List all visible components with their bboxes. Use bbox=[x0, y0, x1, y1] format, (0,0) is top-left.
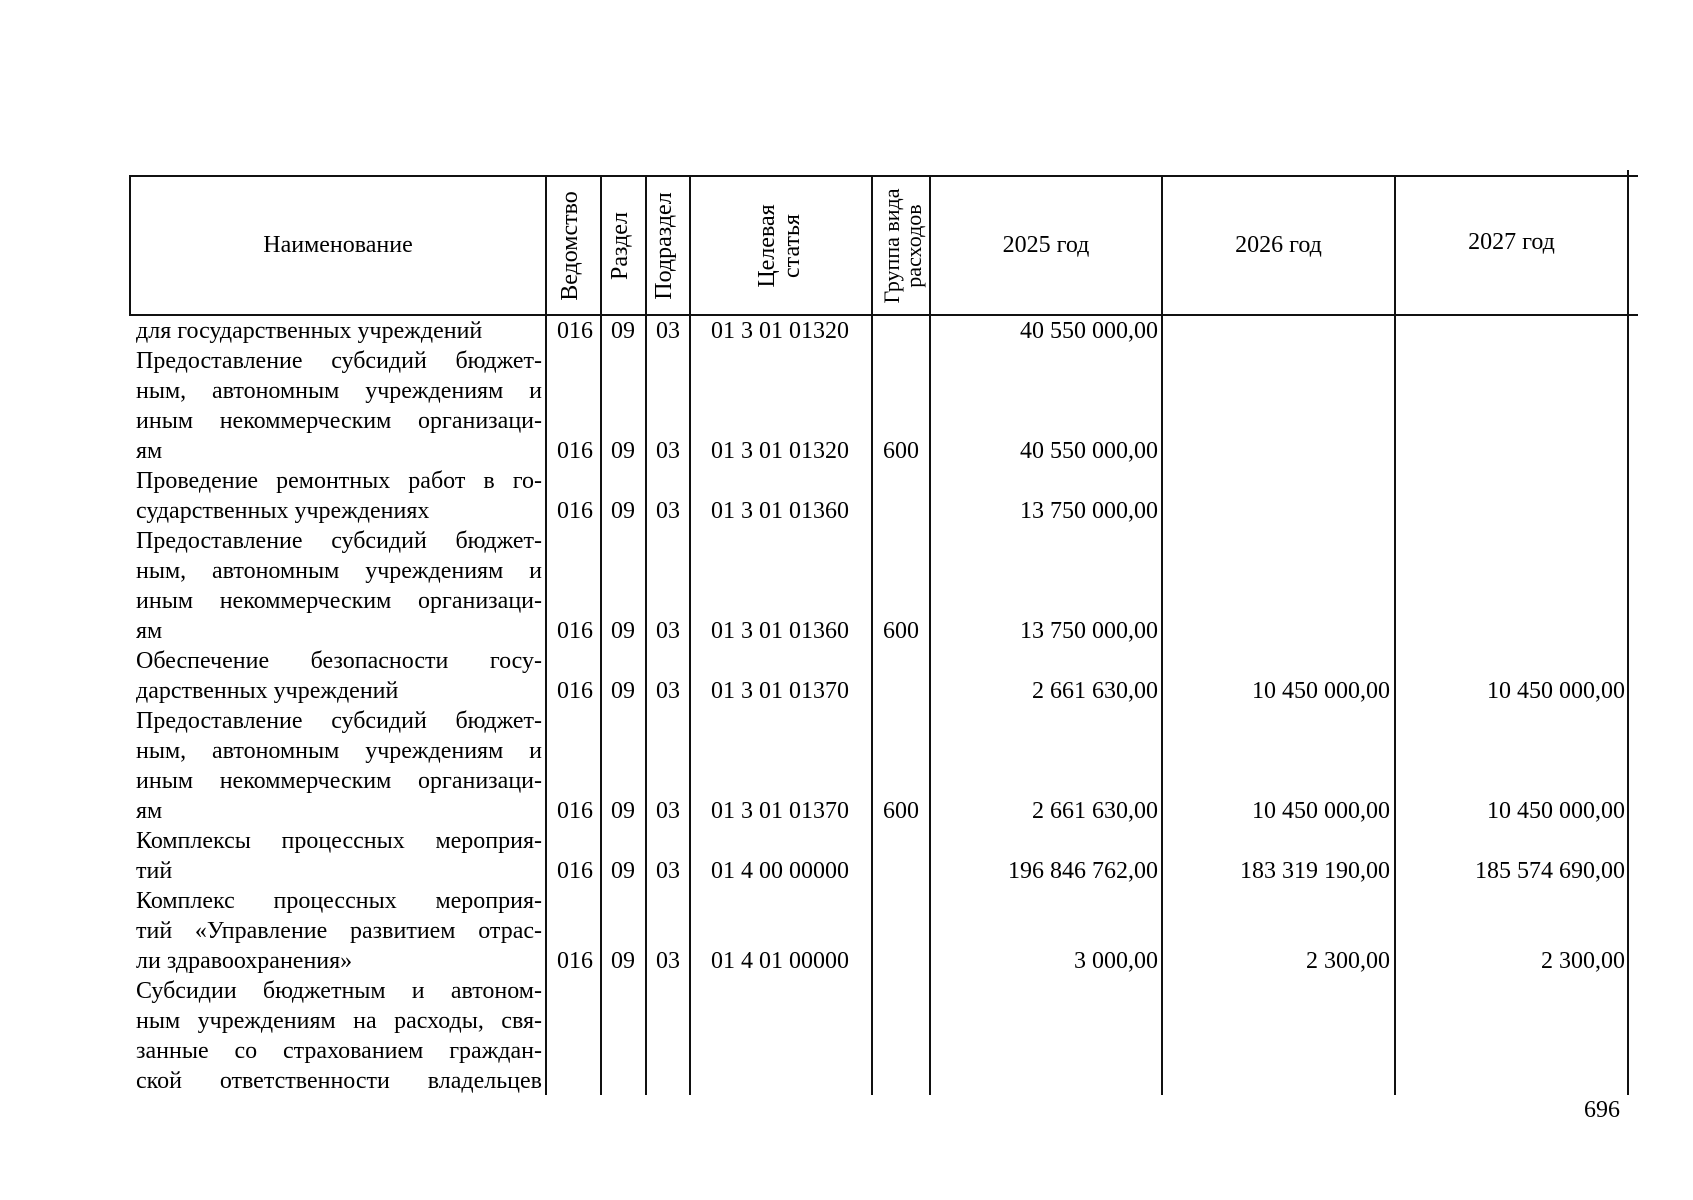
expense-group-cell: 600 bbox=[883, 618, 919, 644]
amount-2025-cell: 2 661 630,00 bbox=[1032, 798, 1158, 824]
amount-2026-cell bbox=[1164, 616, 1390, 646]
amount-2027-cell: 10 450 000,00 bbox=[1487, 798, 1625, 824]
subsection-cell: 03 bbox=[656, 318, 680, 344]
amount-2025-cell: 2 661 630,00 bbox=[1032, 678, 1158, 704]
row-name-line: тий bbox=[136, 858, 173, 884]
row-name-line: Предоставление субсидий бюджет- bbox=[136, 528, 542, 554]
table-right-border bbox=[1627, 170, 1629, 1095]
department-cell: 016 bbox=[557, 438, 593, 464]
target-article-cell: 01 4 00 00000 bbox=[711, 858, 849, 884]
col-divider-subsection bbox=[689, 175, 691, 1095]
row-name-line: дарственных учреждений bbox=[136, 678, 399, 704]
page-number: 696 bbox=[1584, 1097, 1620, 1123]
target-article-cell bbox=[692, 1066, 868, 1096]
amount-2025-cell: 13 750 000,00 bbox=[1020, 498, 1158, 524]
subsection-cell: 03 bbox=[656, 618, 680, 644]
row-name-line: Проведение ремонтных работ в го- bbox=[136, 468, 542, 494]
amount-2026-cell: 10 450 000,00 bbox=[1252, 798, 1390, 824]
department-cell: 016 bbox=[557, 948, 593, 974]
amount-2025-cell: 40 550 000,00 bbox=[1020, 438, 1158, 464]
subsection-cell: 03 bbox=[656, 948, 680, 974]
amount-2027-cell bbox=[1397, 496, 1625, 526]
row-name-line: ям bbox=[136, 438, 163, 464]
col-divider-section bbox=[645, 175, 647, 1095]
row-name-line: иным некоммерческим организаци- bbox=[136, 588, 542, 614]
section-cell: 09 bbox=[611, 948, 635, 974]
subsection-cell: 03 bbox=[656, 498, 680, 524]
department-cell: 016 bbox=[557, 678, 593, 704]
expense-group-cell bbox=[874, 946, 928, 976]
department-cell: 016 bbox=[557, 798, 593, 824]
target-article-cell: 01 3 01 01360 bbox=[711, 498, 849, 524]
expense-group-cell bbox=[874, 316, 928, 346]
amount-2027-cell: 10 450 000,00 bbox=[1487, 678, 1625, 704]
row-name-line: ли здравоохранения» bbox=[136, 948, 353, 974]
section-cell: 09 bbox=[611, 618, 635, 644]
amount-2025-cell: 3 000,00 bbox=[1074, 948, 1158, 974]
row-name-line: иным некоммерческим организаци- bbox=[136, 408, 542, 434]
section-cell: 09 bbox=[611, 858, 635, 884]
target-article-cell: 01 3 01 01320 bbox=[711, 318, 849, 344]
row-name-line: Субсидии бюджетным и автоном- bbox=[136, 978, 542, 1004]
subsection-cell bbox=[648, 1066, 688, 1096]
expense-group-cell bbox=[874, 496, 928, 526]
row-name-line: Комплексы процессных мероприя- bbox=[136, 828, 542, 854]
department-cell: 016 bbox=[557, 498, 593, 524]
row-name-line: ным учреждениям на расходы, свя- bbox=[136, 1008, 542, 1034]
expense-group-cell bbox=[874, 1066, 928, 1096]
target-article-cell: 01 3 01 01370 bbox=[711, 798, 849, 824]
header-subsection: Подраздел bbox=[651, 192, 677, 300]
amount-2027-cell bbox=[1397, 616, 1625, 646]
row-name-line: ным, автономным учреждениям и bbox=[136, 738, 542, 764]
row-name-line: Предоставление субсидий бюджет- bbox=[136, 708, 542, 734]
section-cell: 09 bbox=[611, 318, 635, 344]
amount-2026-cell: 183 319 190,00 bbox=[1240, 858, 1390, 884]
target-article-cell: 01 3 01 01360 bbox=[711, 618, 849, 644]
header-2025: 2025 год bbox=[1002, 231, 1090, 258]
target-article-cell: 01 3 01 01320 bbox=[711, 438, 849, 464]
header-expense-group: Группа вида расходов bbox=[879, 188, 926, 304]
col-divider-department bbox=[600, 175, 602, 1095]
row-name-line: иным некоммерческим организаци- bbox=[136, 768, 542, 794]
header-department: Ведомство bbox=[557, 191, 583, 301]
row-name-line: тий «Управление развитием отрас- bbox=[136, 918, 542, 944]
department-cell: 016 bbox=[557, 858, 593, 884]
expense-group-cell: 600 bbox=[883, 798, 919, 824]
section-cell: 09 bbox=[611, 798, 635, 824]
amount-2027-cell: 185 574 690,00 bbox=[1475, 858, 1625, 884]
department-cell: 016 bbox=[557, 318, 593, 344]
col-divider-2026 bbox=[1394, 175, 1396, 1095]
amount-2026-cell bbox=[1164, 316, 1390, 346]
section-cell: 09 bbox=[611, 678, 635, 704]
row-name-line: ным, автономным учреждениям и bbox=[136, 558, 542, 584]
amount-2025-cell bbox=[932, 1066, 1158, 1096]
header-2027: 2027 год bbox=[1468, 229, 1555, 256]
row-name-line: Предоставление субсидий бюджет- bbox=[136, 348, 542, 374]
subsection-cell: 03 bbox=[656, 678, 680, 704]
row-name-line: занные со страхованием граждан- bbox=[136, 1038, 542, 1064]
amount-2027-cell bbox=[1397, 436, 1625, 466]
target-article-cell: 01 4 01 00000 bbox=[711, 948, 849, 974]
row-name-line: сударственных учреждениях bbox=[136, 498, 430, 524]
col-divider-target bbox=[871, 175, 873, 1095]
expense-group-cell: 600 bbox=[883, 438, 919, 464]
row-name-line: ным, автономным учреждениям и bbox=[136, 378, 542, 404]
section-cell: 09 bbox=[611, 498, 635, 524]
target-article-cell: 01 3 01 01370 bbox=[711, 678, 849, 704]
header-2026: 2026 год bbox=[1235, 231, 1322, 258]
amount-2027-cell: 2 300,00 bbox=[1541, 948, 1625, 974]
row-name-line: ской ответственности владельцев bbox=[136, 1068, 542, 1094]
department-cell: 016 bbox=[557, 618, 593, 644]
section-cell bbox=[603, 1066, 643, 1096]
header-target-article: Целевая статья bbox=[753, 204, 805, 288]
header-name: Наименование bbox=[263, 231, 413, 258]
amount-2025-cell: 196 846 762,00 bbox=[1008, 858, 1158, 884]
amount-2027-cell bbox=[1397, 316, 1625, 346]
subsection-cell: 03 bbox=[656, 798, 680, 824]
subsection-cell: 03 bbox=[656, 438, 680, 464]
subsection-cell: 03 bbox=[656, 858, 680, 884]
section-cell: 09 bbox=[611, 438, 635, 464]
amount-2025-cell: 40 550 000,00 bbox=[1020, 318, 1158, 344]
expense-group-cell bbox=[874, 856, 928, 886]
expense-group-cell bbox=[874, 676, 928, 706]
amount-2026-cell: 2 300,00 bbox=[1306, 948, 1390, 974]
row-name-line: для государственных учреждений bbox=[136, 318, 483, 344]
col-divider-name bbox=[545, 175, 547, 1095]
amount-2026-cell bbox=[1164, 496, 1390, 526]
row-name-line: ям bbox=[136, 618, 163, 644]
amount-2025-cell: 13 750 000,00 bbox=[1020, 618, 1158, 644]
row-name-line: ям bbox=[136, 798, 163, 824]
row-name-line: Обеспечение безопасности госу- bbox=[136, 648, 542, 674]
amount-2026-cell: 10 450 000,00 bbox=[1252, 678, 1390, 704]
department-cell bbox=[552, 1066, 598, 1096]
amount-2027-cell bbox=[1397, 1066, 1625, 1096]
header-section: Раздел bbox=[607, 212, 633, 280]
amount-2026-cell bbox=[1164, 1066, 1390, 1096]
row-name-line: Комплекс процессных мероприя- bbox=[136, 888, 542, 914]
amount-2026-cell bbox=[1164, 436, 1390, 466]
